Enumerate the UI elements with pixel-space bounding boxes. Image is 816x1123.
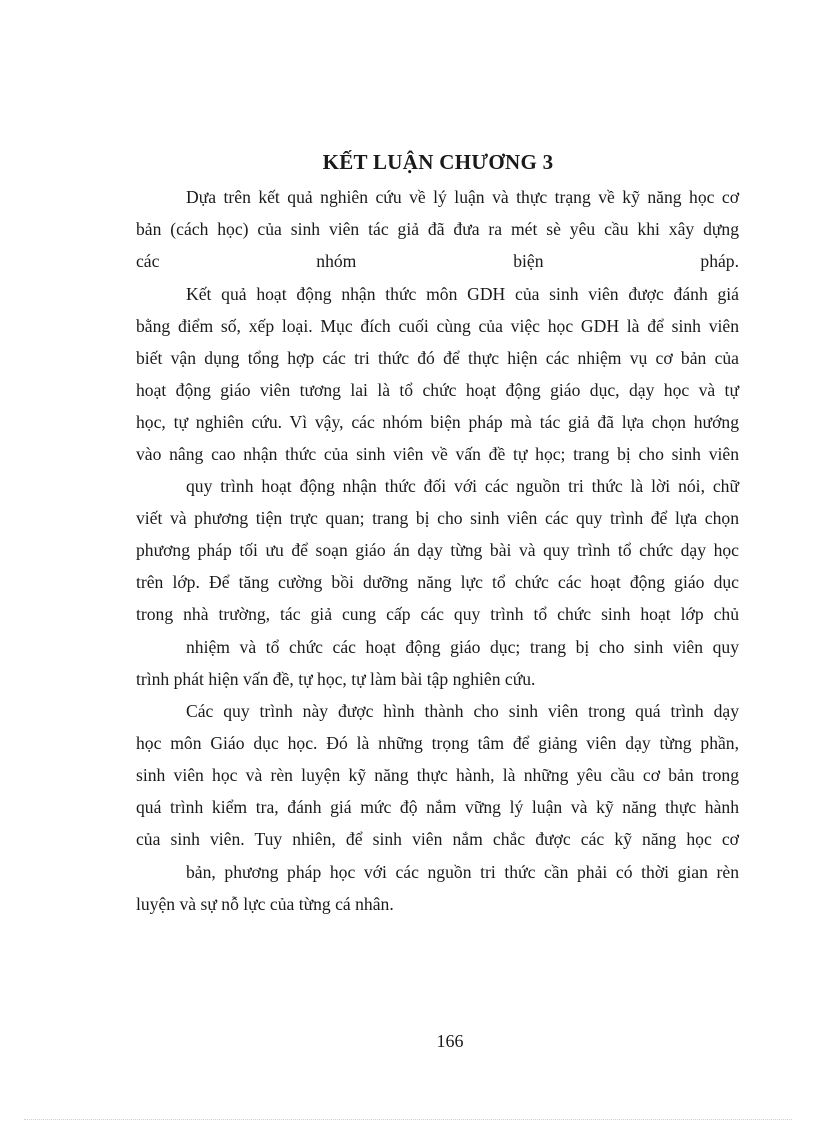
body-line: học môn Giáo dục học. Đó là những trọng tâm để giảng viên dạy từng phần, — [136, 733, 739, 753]
body-line: bản (cách học) của sinh viên tác giả đã đưa ra mét sè yêu cầu khi xây dựng — [136, 219, 739, 239]
page-bottom-divider — [24, 1119, 792, 1120]
body-line: quy trình hoạt động nhận thức đối với các nguồn tri thức là lời nói, chữ — [186, 476, 739, 496]
body-line: trong nhà trường, tác giả cung cấp các quy trình tổ chức sinh hoạt lớp chủ — [136, 604, 739, 624]
body-line: hoạt động giáo viên tương lai là tổ chức hoạt động giáo dục, dạy học và tự — [136, 380, 739, 400]
body-line: các nhóm biện pháp. — [136, 251, 739, 271]
body-line: bản, phương pháp học với các nguồn tri thức cần phải có thời gian rèn — [186, 862, 739, 882]
body-line: Các quy trình này được hình thành cho sinh viên trong quá trình dạy — [186, 701, 739, 721]
body-line: phương pháp tối ưu để soạn giáo án dạy từng bài và quy trình tổ chức dạy học — [136, 540, 739, 560]
body-line: trình phát hiện vấn đề, tự học, tự làm bài tập nghiên cứu. — [136, 669, 536, 689]
body-line: quá trình kiểm tra, đánh giá mức độ nắm vững lý luận và kỹ năng thực hành — [136, 797, 739, 817]
body-line: viết và phương tiện trực quan; trang bị cho sinh viên các quy trình để lựa chọn — [136, 508, 739, 528]
body-line: sinh viên học và rèn luyện kỹ năng thực hành, là những yêu cầu cơ bản trong — [136, 765, 739, 785]
chapter-title: KẾT LUẬN CHƯƠNG 3 — [322, 150, 554, 174]
page-number: 166 — [436, 1031, 464, 1051]
body-line: Kết quả hoạt động nhận thức môn GDH của sinh viên được đánh giá — [186, 284, 739, 304]
body-line: của sinh viên. Tuy nhiên, để sinh viên nắm chắc được các kỹ năng học cơ — [136, 829, 739, 849]
body-line: vào nâng cao nhận thức của sinh viên về vấn đề tự học; trang bị cho sinh viên — [136, 444, 739, 464]
body-line: biết vận dụng tổng hợp các tri thức đó để thực hiện các nhiệm vụ cơ bản của — [136, 348, 739, 368]
body-line: trên lớp. Để tăng cường bồi dưỡng năng lực tổ chức các hoạt động giáo dục — [136, 572, 739, 592]
body-line: học, tự nghiên cứu. Vì vậy, các nhóm biện pháp mà tác giả đã lựa chọn hướng — [136, 412, 739, 432]
body-line: luyện và sự nỗ lực của từng cá nhân. — [136, 894, 394, 914]
body-line: nhiệm và tổ chức các hoạt động giáo dục; trang bị cho sinh viên quy — [186, 637, 739, 657]
body-line: Dựa trên kết quả nghiên cứu về lý luận và thực trạng về kỹ năng học cơ — [186, 187, 739, 207]
body-line: bằng điểm số, xếp loại. Mục đích cuối cùng của việc học GDH là để sinh viên — [136, 316, 739, 336]
